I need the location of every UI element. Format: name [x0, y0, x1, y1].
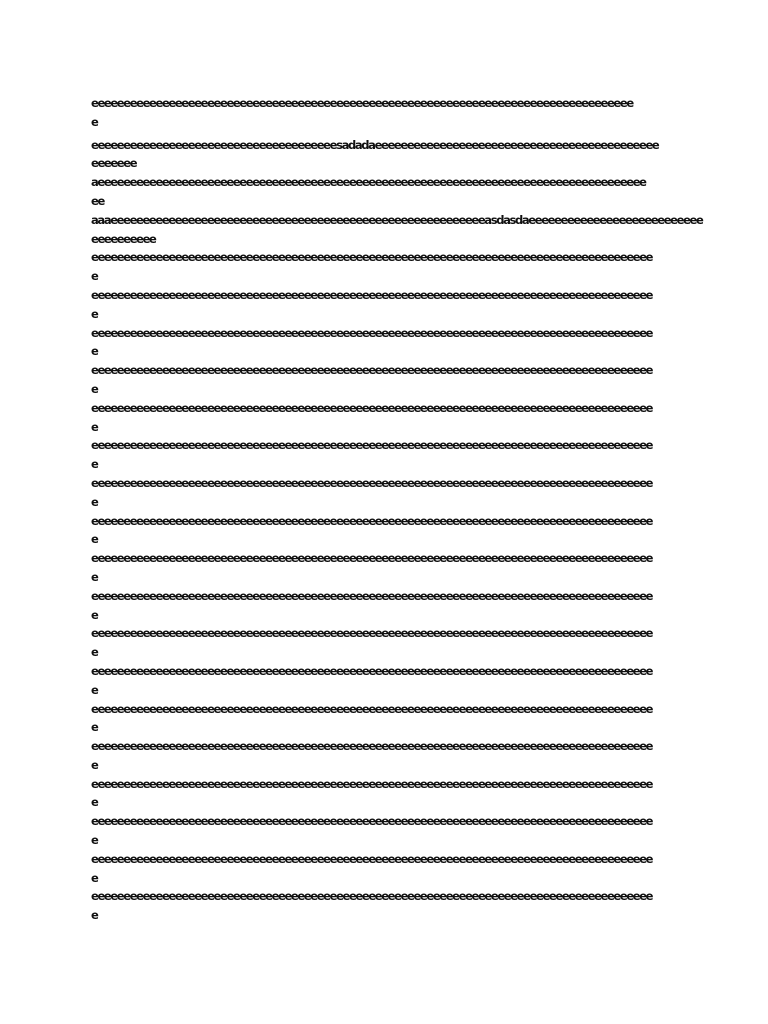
paragraph-line: eeeeeeeeeeeeeeeeeeeeeeeeeeeeeeeeeeeeeeeeeeeeeeeeeeeeeeeeeeeeeeeeeeeeeeeeeeeeeeeeeeeeeee: [91, 739, 653, 754]
paragraph-line: e: [91, 114, 98, 129]
paragraph-line: eeeeeeeeeeeeeeeeeeeeeeeeeeeeeeeeeeeeeeeeeeeeeeeeeeeeeeeeeeeeeeeeeeeeeeeeeeeeeeeeeeeeeee: [91, 400, 653, 415]
paragraph-line: eeeeeeeeeeeeeeeeeeeeeeeeeeeeeeeeeeeeeeeeeeeeeeeeeeeeeeeeeeeeeeeeeeeeeeeeeeeeeeeeeeeeeee: [91, 776, 653, 791]
paragraph-line: e: [91, 569, 98, 584]
paragraph[interactable]: [91, 286, 691, 324]
paragraph[interactable]: [91, 512, 691, 550]
paragraph[interactable]: [91, 94, 691, 132]
paragraph[interactable]: [91, 399, 691, 437]
paragraph[interactable]: [91, 324, 691, 362]
paragraph-line: e: [91, 908, 98, 923]
paragraph-line: eeeeeeeeeeeeeeeeeeeeeeeeeeeeeeeeeeeeeesadadaeeeeeeeeeeeeeeeeeeeeeeeeeeeeeeeeeeeeeeeeeeee: [91, 137, 659, 152]
paragraph-line: eeeeeeeeeeeeeeeeeeeeeeeeeeeeeeeeeeeeeeeeeeeeeeeeeeeeeeeeeeeeeeeeeeeeeeeeeeeeeeeeeeeeeee: [91, 325, 653, 340]
paragraph-line: e: [91, 419, 98, 434]
paragraph-line: eeeeeeeeeeeeeeeeeeeeeeeeeeeeeeeeeeeeeeeeeeeeeeeeeeeeeeeeeeeeeeeeeeeeeeeeeeeeeeeeeeeeeee: [91, 475, 653, 490]
paragraph-line: e: [91, 381, 98, 396]
paragraph-line: e: [91, 607, 98, 622]
paragraph-line: e: [91, 344, 98, 359]
paragraph-line: eeeeeeeeeeeeeeeeeeeeeeeeeeeeeeeeeeeeeeeeeeeeeeeeeeeeeeeeeeeeeeeeeeeeeeeeeeeeeeeeeeeeeee: [91, 626, 653, 641]
paragraph-line: eeeeeeeeeeeeeeeeeeeeeeeeeeeeeeeeeeeeeeeeeeeeeeeeeeeeeeeeeeeeeeeeeeeeeeeeeeeeeeeeeeeeeee: [91, 438, 653, 453]
paragraph-line: eeeeeeeeeeeeeeeeeeeeeeeeeeeeeeeeeeeeeeeeeeeeeeeeeeeeeeeeeeeeeeeeeeeeeeeeeeeeeeeeeeeeeee: [91, 287, 653, 302]
paragraph[interactable]: [91, 887, 691, 925]
paragraph-line: aeeeeeeeeeeeeeeeeeeeeeeeeeeeeeeeeeeeeeeeeeeeeeeeeeeeeeeeeeeeeeeeeeeeeeeeeeeeeeeeeeeeee: [91, 175, 646, 190]
paragraph[interactable]: [91, 775, 691, 813]
paragraph-line: eeeeeeeeeeeeeeeeeeeeeeeeeeeeeeeeeeeeeeeeeeeeeeeeeeeeeeeeeeeeeeeeeeeeeeeeeeeeeeeeeeeeeee: [91, 250, 653, 265]
paragraph[interactable]: [91, 474, 691, 512]
paragraph-line: e: [91, 795, 98, 810]
document-body: [91, 94, 703, 925]
paragraph[interactable]: [91, 700, 691, 738]
paragraph-line: eeeeeeeeeeeeeeeeeeeeeeeeeeeeeeeeeeeeeeeeeeeeeeeeeeeeeeeeeeeeeeeeeeeeeeeeeeeeeeeeeeeeeee: [91, 851, 653, 866]
paragraph-line: e: [91, 306, 98, 321]
paragraph-line: ee: [91, 193, 104, 208]
paragraph-line: aaaeeeeeeeeeeeeeeeeeeeeeeeeeeeeeeeeeeeeeeeeeeeeeeeeeeeeeeeeeeasdasdaeeeeeeeeeeeeeeeeeeeeeeeeeee: [91, 212, 703, 227]
paragraph[interactable]: [91, 737, 691, 775]
paragraph-line: e: [91, 269, 98, 284]
paragraph-line: eeeeeeeeeeeeeeeeeeeeeeeeeeeeeeeeeeeeeeeeeeeeeeeeeeeeeeeeeeeeeeeeeeeeeeeeeeeeeeeeeeeeeee: [91, 513, 653, 528]
paragraph-line: e: [91, 720, 98, 735]
paragraph-line: eeeeeeeeeeeeeeeeeeeeeeeeeeeeeeeeeeeeeeeeeeeeeeeeeeeeeeeeeeeeeeeeeeeeeeeeeeeeeeeeeeeeeee: [91, 663, 653, 678]
paragraph-line: e: [91, 494, 98, 509]
paragraph[interactable]: [91, 662, 691, 700]
paragraph[interactable]: [91, 549, 691, 587]
paragraph-line: e: [91, 757, 98, 772]
paragraph-line: eeeeeeeeeeeeeeeeeeeeeeeeeeeeeeeeeeeeeeeeeeeeeeeeeeeeeeeeeeeeeeeeeeeeeeeeeeeeeeeeeeeeeee: [91, 701, 653, 716]
paragraph-line: eeeeeeeeeeeeeeeeeeeeeeeeeeeeeeeeeeeeeeeeeeeeeeeeeeeeeeeeeeeeeeeeeeeeeeeeeeeeeeeeeeeeeee: [91, 588, 653, 603]
paragraph-line: e: [91, 532, 98, 547]
paragraph-line: eeeeeeeeeeeeeeeeeeeeeeeeeeeeeeeeeeeeeeeeeeeeeeeeeeeeeeeeeeeeeeeeeeeeeeeeeeeeeeeeeeee: [91, 96, 633, 110]
paragraph-line: e: [91, 457, 98, 472]
paragraph-line: eeeeeeeeeeeeeeeeeeeeeeeeeeeeeeeeeeeeeeeeeeeeeeeeeeeeeeeeeeeeeeeeeeeeeeeeeeeeeeeeeeeeeee: [91, 551, 653, 566]
paragraph-line: e: [91, 833, 98, 848]
paragraph[interactable]: [91, 624, 691, 662]
paragraph-line: eeeeeeeeee: [91, 231, 156, 246]
paragraph-line: e: [91, 870, 98, 885]
paragraph[interactable]: [91, 173, 691, 211]
paragraph[interactable]: [91, 361, 691, 399]
paragraph[interactable]: [91, 211, 703, 249]
paragraph-line: eeeeeeeeeeeeeeeeeeeeeeeeeeeeeeeeeeeeeeeeeeeeeeeeeeeeeeeeeeeeeeeeeeeeeeeeeeeeeeeeeeeeeee: [91, 814, 653, 829]
paragraph-line: e: [91, 645, 98, 660]
paragraph[interactable]: [91, 812, 691, 850]
paragraph-line: eeeeeee: [91, 156, 137, 171]
paragraph[interactable]: [91, 248, 691, 286]
paragraph[interactable]: [91, 136, 691, 174]
paragraph[interactable]: [91, 436, 691, 474]
paragraph-line: e: [91, 682, 98, 697]
paragraph[interactable]: [91, 850, 691, 888]
paragraph-line: eeeeeeeeeeeeeeeeeeeeeeeeeeeeeeeeeeeeeeeeeeeeeeeeeeeeeeeeeeeeeeeeeeeeeeeeeeeeeeeeeeeeeee: [91, 889, 653, 904]
paragraph-line: eeeeeeeeeeeeeeeeeeeeeeeeeeeeeeeeeeeeeeeeeeeeeeeeeeeeeeeeeeeeeeeeeeeeeeeeeeeeeeeeeeeeeee: [91, 363, 653, 378]
paragraph[interactable]: [91, 587, 691, 625]
